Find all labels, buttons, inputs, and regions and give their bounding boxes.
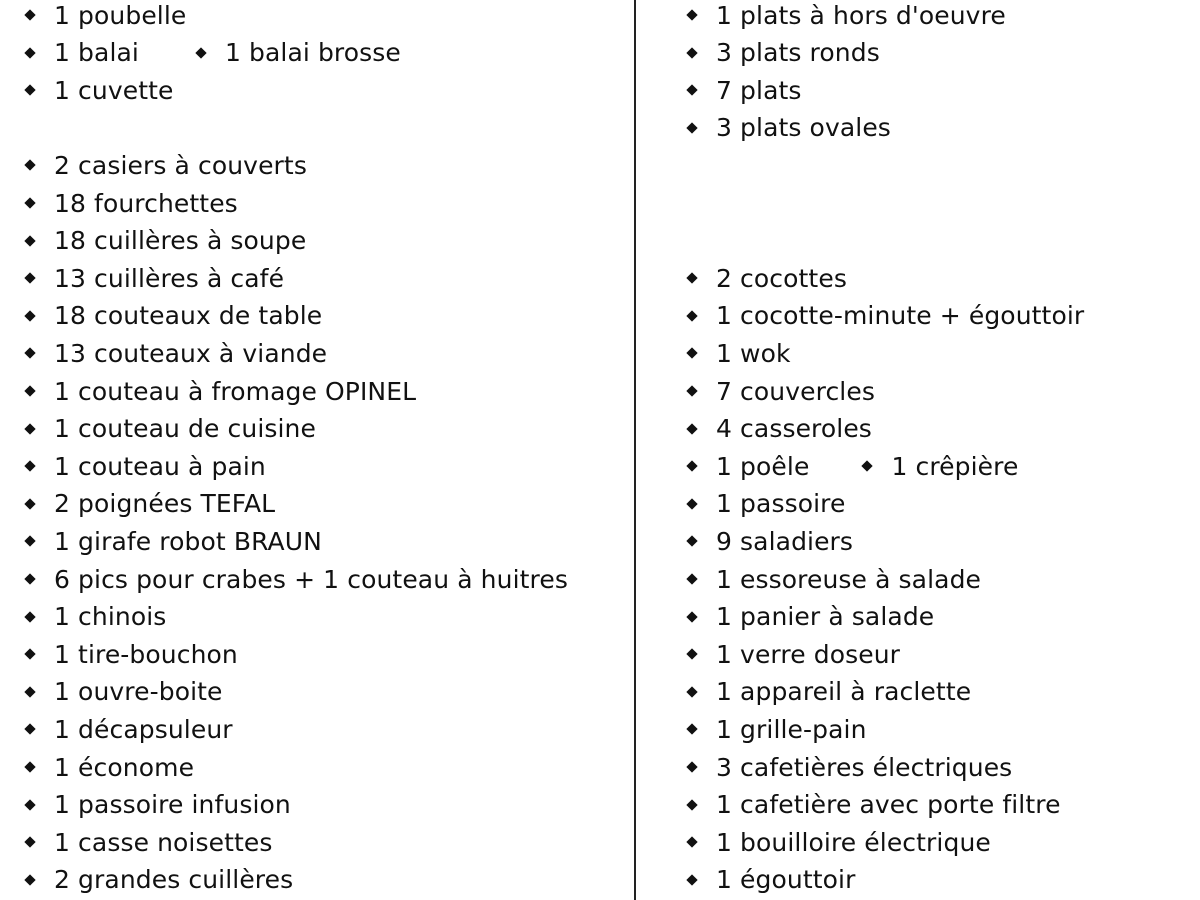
list-row — [686, 712, 867, 746]
list-item-text: 3 plats ronds — [716, 38, 880, 68]
list-item-text: 2 cocottes — [716, 263, 847, 293]
list-item — [24, 865, 293, 894]
list-row — [24, 524, 322, 558]
list-item — [686, 76, 802, 105]
diamond-bullet-icon — [24, 649, 35, 660]
diamond-bullet-icon — [862, 461, 873, 472]
diamond-bullet-icon — [686, 385, 697, 396]
diamond-bullet-icon — [686, 273, 697, 284]
diamond-bullet-icon — [24, 197, 35, 208]
diamond-bullet-icon — [24, 461, 35, 472]
list-row — [24, 412, 316, 446]
diamond-bullet-icon — [686, 47, 697, 58]
list-item — [24, 151, 307, 180]
list-item — [24, 677, 223, 706]
list-item-text: 1 égouttoir — [716, 865, 856, 895]
diamond-bullet-icon — [24, 536, 35, 547]
list-item-text: 2 casiers à couverts — [54, 150, 307, 180]
diamond-bullet-icon — [24, 160, 35, 171]
diamond-bullet-icon — [24, 47, 35, 58]
list-item-text: 1 essoreuse à salade — [716, 564, 982, 594]
list-item-text: 6 pics pour crabes + 1 couteau à huitres — [54, 564, 568, 594]
list-item — [24, 565, 568, 594]
list-item-text: 1 balai brosse — [224, 38, 401, 68]
list-item-text: 1 décapsuleur — [54, 714, 233, 744]
list-row — [686, 111, 891, 145]
list-item — [686, 489, 845, 518]
list-row — [686, 374, 875, 408]
list-item-text: 1 verre doseur — [716, 639, 901, 669]
diamond-bullet-icon — [24, 498, 35, 509]
diamond-bullet-icon — [686, 536, 697, 547]
list-item — [686, 301, 1084, 330]
list-item — [24, 640, 238, 669]
list-item-text: 7 plats — [716, 75, 802, 105]
list-item-text: 13 couteaux à viande — [54, 338, 328, 368]
list-item — [24, 489, 275, 518]
list-item — [24, 602, 166, 631]
list-item-text: 1 couteau à fromage OPINEL — [54, 376, 417, 406]
list-item — [24, 38, 139, 67]
diamond-bullet-icon — [24, 761, 35, 772]
list-row — [686, 524, 853, 558]
list-item-text: 3 cafetières électriques — [716, 752, 1013, 782]
list-row — [24, 374, 416, 408]
list-item — [861, 452, 1018, 481]
list-row — [24, 825, 273, 859]
diamond-bullet-icon — [686, 85, 697, 96]
list-row — [686, 299, 1084, 333]
diamond-bullet-icon — [24, 385, 35, 396]
list-item — [686, 677, 971, 706]
diamond-bullet-icon — [686, 9, 697, 20]
diamond-bullet-icon — [24, 85, 35, 96]
list-item-text: 1 tire-bouchon — [54, 639, 238, 669]
list-row — [686, 73, 802, 107]
diamond-bullet-icon — [686, 611, 697, 622]
diamond-bullet-icon — [686, 799, 697, 810]
list-row — [24, 0, 186, 32]
diamond-bullet-icon — [24, 348, 35, 359]
list-item — [686, 715, 867, 744]
list-item — [686, 602, 934, 631]
list-item — [686, 1, 1006, 30]
list-row — [24, 600, 166, 634]
list-item-text: 1 panier à salade — [716, 602, 935, 632]
list-item — [686, 865, 855, 894]
diamond-bullet-icon — [24, 686, 35, 697]
list-item — [686, 377, 875, 406]
list-item — [686, 828, 991, 857]
list-item — [686, 565, 981, 594]
list-row — [686, 788, 1061, 822]
diamond-bullet-icon — [686, 348, 697, 359]
list-row — [686, 562, 981, 596]
list-row — [686, 412, 872, 446]
list-item-text: 3 plats ovales — [716, 113, 891, 143]
list-row — [686, 336, 791, 370]
list-item-text: 1 cafetière avec porte filtre — [716, 790, 1061, 820]
list-item-text: 18 cuillères à soupe — [54, 226, 307, 256]
list-item-text: 18 fourchettes — [54, 188, 238, 218]
column-divider — [634, 0, 636, 900]
list-item-text: 1 cuvette — [54, 75, 174, 105]
list-item — [24, 339, 327, 368]
diamond-bullet-icon — [686, 122, 697, 133]
list-row — [686, 600, 934, 634]
list-row — [24, 487, 275, 521]
diamond-bullet-icon — [24, 874, 35, 885]
list-item-text: 9 saladiers — [716, 526, 854, 556]
list-row — [24, 788, 291, 822]
list-row — [686, 863, 855, 897]
list-item-text: 7 couvercles — [716, 376, 875, 406]
diamond-bullet-icon — [686, 461, 697, 472]
list-item-text: 1 passoire infusion — [54, 790, 291, 820]
list-item — [24, 527, 322, 556]
list-row — [686, 449, 1018, 483]
list-row — [24, 299, 322, 333]
list-item — [24, 715, 233, 744]
list-row — [24, 336, 327, 370]
list-item — [24, 1, 186, 30]
list-item-text: 1 balai — [54, 38, 139, 68]
diamond-bullet-icon — [686, 573, 697, 584]
list-row — [686, 36, 880, 70]
list-item — [686, 527, 853, 556]
diamond-bullet-icon — [686, 837, 697, 848]
list-item — [686, 790, 1061, 819]
list-row — [24, 562, 568, 596]
list-item — [686, 452, 809, 481]
diamond-bullet-icon — [24, 310, 35, 321]
list-row — [686, 261, 847, 295]
list-item-text: 1 casse noisettes — [54, 827, 273, 857]
list-item — [686, 264, 847, 293]
list-item — [24, 226, 306, 255]
list-item — [24, 452, 266, 481]
diamond-bullet-icon — [24, 235, 35, 246]
list-item-text: 1 chinois — [54, 602, 167, 632]
list-row — [24, 449, 266, 483]
list-row — [24, 712, 233, 746]
list-row — [24, 36, 401, 70]
list-row — [686, 750, 1012, 784]
list-item-text: 1 économe — [54, 752, 195, 782]
list-item-text: 1 poubelle — [54, 0, 187, 30]
list-item — [686, 640, 900, 669]
list-item-text: 2 poignées TEFAL — [54, 489, 276, 519]
list-item-text: 1 passoire — [716, 489, 846, 519]
list-item — [686, 113, 891, 142]
diamond-bullet-icon — [686, 498, 697, 509]
list-item — [24, 189, 238, 218]
list-row — [24, 261, 284, 295]
list-item-text: 4 casseroles — [716, 414, 872, 444]
list-row — [686, 637, 900, 671]
diamond-bullet-icon — [686, 423, 697, 434]
diamond-bullet-icon — [195, 47, 206, 58]
list-item-text: 1 ouvre-boite — [54, 677, 223, 707]
diamond-bullet-icon — [24, 273, 35, 284]
diamond-bullet-icon — [24, 837, 35, 848]
diamond-bullet-icon — [24, 724, 35, 735]
list-item-text: 1 couteau à pain — [54, 451, 266, 481]
list-item — [686, 38, 880, 67]
diamond-bullet-icon — [686, 310, 697, 321]
diamond-bullet-icon — [686, 686, 697, 697]
list-item — [24, 377, 416, 406]
list-row — [24, 73, 174, 107]
list-item — [24, 790, 291, 819]
list-item — [24, 301, 322, 330]
list-row — [686, 675, 971, 709]
diamond-bullet-icon — [24, 423, 35, 434]
diamond-bullet-icon — [686, 874, 697, 885]
list-row — [686, 487, 845, 521]
list-row — [24, 863, 293, 897]
list-item-text: 1 crêpière — [891, 451, 1019, 481]
diamond-bullet-icon — [686, 649, 697, 660]
list-item — [24, 264, 284, 293]
diamond-bullet-icon — [686, 724, 697, 735]
diamond-bullet-icon — [24, 9, 35, 20]
diamond-bullet-icon — [686, 761, 697, 772]
list-item-text: 1 cocotte-minute + égouttoir — [716, 301, 1085, 331]
list-row — [24, 148, 307, 182]
list-item — [24, 753, 194, 782]
list-item — [686, 339, 791, 368]
diamond-bullet-icon — [24, 573, 35, 584]
list-row — [24, 750, 194, 784]
list-item-text: 1 wok — [716, 338, 791, 368]
list-item-text: 1 girafe robot BRAUN — [54, 526, 322, 556]
list-row — [24, 186, 238, 220]
list-item-text: 1 plats à hors d'oeuvre — [716, 0, 1006, 30]
list-item-text: 13 cuillères à café — [54, 263, 285, 293]
list-item-text: 1 appareil à raclette — [716, 677, 972, 707]
list-item — [686, 753, 1012, 782]
list-item-text: 1 poêle — [716, 451, 810, 481]
list-item-text: 1 bouilloire électrique — [716, 827, 991, 857]
list-item — [24, 414, 316, 443]
list-item — [686, 414, 872, 443]
diamond-bullet-icon — [24, 799, 35, 810]
list-row — [24, 637, 238, 671]
list-row — [686, 0, 1006, 32]
list-row — [24, 224, 306, 258]
list-item — [24, 76, 174, 105]
list-row — [686, 825, 991, 859]
list-row — [24, 675, 223, 709]
list-item-text: 2 grandes cuillères — [54, 865, 294, 895]
list-item — [195, 38, 401, 67]
list-item-text: 1 grille-pain — [716, 714, 867, 744]
list-item — [24, 828, 273, 857]
diamond-bullet-icon — [24, 611, 35, 622]
list-item-text: 18 couteaux de table — [54, 301, 323, 331]
list-item-text: 1 couteau de cuisine — [54, 414, 316, 444]
